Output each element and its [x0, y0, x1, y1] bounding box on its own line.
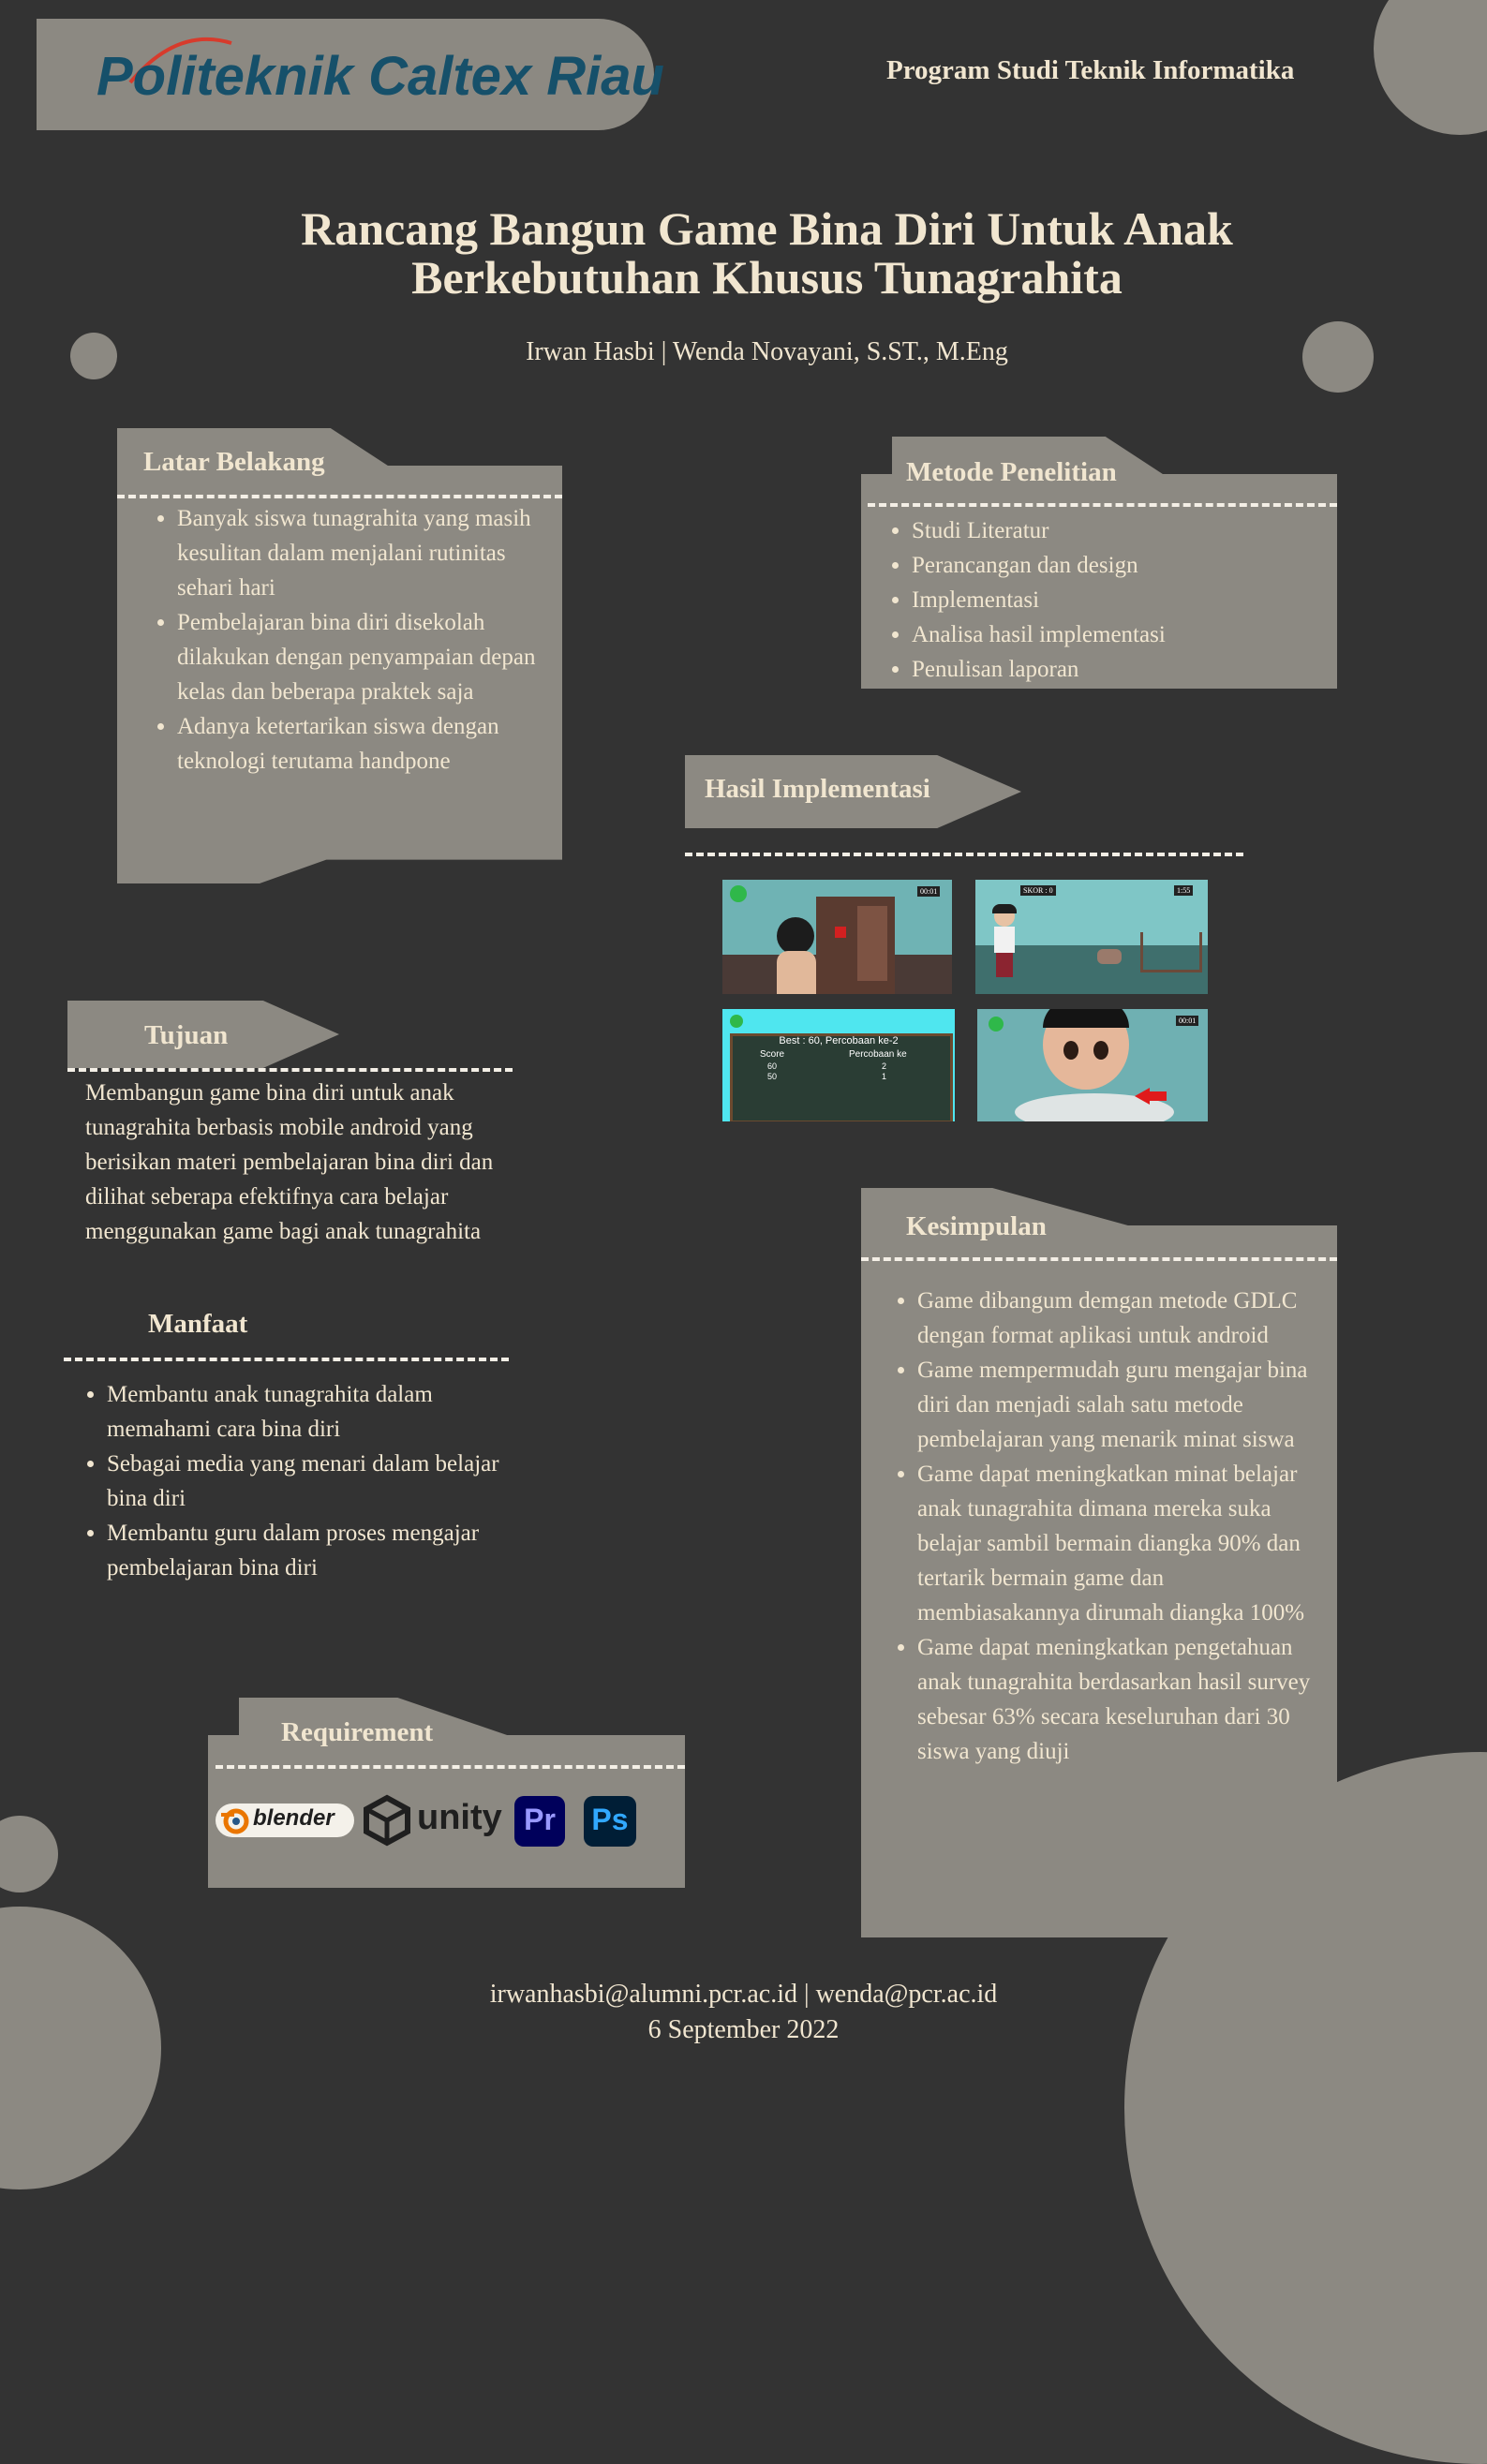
title-line-2: Berkebutuhan Khusus Tunagrahita	[411, 251, 1123, 304]
requirement-divider	[216, 1765, 685, 1769]
manfaat-divider	[64, 1358, 509, 1361]
list-item: • Banyak siswa tunagrahita yang masih kesulitan dalam menjalani rutinitas sehari hari	[177, 501, 552, 605]
list-item: • Sebagai media yang menari dalam belajar bina diri	[107, 1447, 510, 1516]
list-item: • Pembelajaran bina diri disekolah dilakukan dengan penyampaian depan kelas dan beberapa praktek saja	[177, 605, 552, 709]
tujuan-divider	[67, 1068, 513, 1072]
list-item: • Analisa hasil implementasi	[912, 617, 1343, 652]
list-item: • Membantu anak tunagrahita dalam memahami cara bina diri	[107, 1377, 510, 1447]
decor-circle-top-right	[1374, 0, 1487, 135]
list-item: • Game dapat meningkatkan minat belajar anak tunagrahita dimana mereka suka belajar sambil bermain diangka 90% dan tertarik bermain game dan membiasakannya dirumah diangka 100%	[917, 1457, 1325, 1630]
blender-logo: blender	[216, 1803, 354, 1837]
decor-circle-bottom-left-small	[0, 1816, 58, 1893]
logo-pill	[37, 19, 664, 130]
footer-emails: irwanhasbi@alumni.pcr.ac.id | wenda@pcr.ac.id	[489, 1980, 998, 2009]
tujuan-text: Membangun game bina diri untuk anak tunagrahita berbasis mobile android yang berisikan materi pembelajaran bina diri dan dilihat seberapa efektifnya cara belajar menggunakan game bagi anak tunagrahita	[85, 1080, 494, 1244]
latar-belakang-heading: Latar Belakang	[143, 447, 325, 477]
game-screenshot-scoreboard: Best : 60, Percobaan ke-2 Score Percobaan ke 60 2 50 1	[722, 1009, 955, 1121]
list-item: • Adanya ketertarikan siswa dengan teknologi terutama handpone	[177, 709, 552, 779]
list-item: • Game mempermudah guru mengajar bina diri dan menjadi salah satu metode pembelajaran yang menarik minat siswa	[917, 1353, 1325, 1457]
list-item: • Game dibangum demgan metode GDLC dengan format aplikasi untuk android	[917, 1284, 1325, 1353]
decor-circle-bottom-left-large	[0, 1907, 161, 2189]
blender-icon	[217, 1803, 253, 1837]
latar-belakang-list	[156, 501, 552, 779]
list-item: • Membantu guru dalam proses mengajar pembelajaran bina diri	[107, 1516, 510, 1585]
list-item: • Implementasi	[912, 583, 1343, 617]
game-screenshot-face: 00:01	[977, 1009, 1208, 1121]
kesimpulan-heading: Kesimpulan	[906, 1211, 1047, 1241]
tujuan-heading: Tujuan	[144, 1020, 229, 1050]
metode-list	[890, 513, 1343, 687]
metode-divider	[868, 503, 1337, 507]
metode-heading: Metode Penelitian	[906, 457, 1117, 487]
premiere-pro-icon: Pr	[514, 1796, 565, 1847]
manfaat-list	[85, 1377, 510, 1585]
list-item: • Perancangan dan design	[912, 548, 1343, 583]
requirement-heading: Requirement	[281, 1717, 434, 1747]
list-item: • Studi Literatur	[912, 513, 1343, 548]
unity-icon	[361, 1794, 413, 1847]
hasil-divider	[685, 853, 1243, 856]
kesimpulan-list	[896, 1284, 1325, 1769]
game-screenshot-wardrobe: 00:01	[722, 880, 952, 994]
poster-title	[0, 204, 1487, 302]
list-item: • Penulisan laporan	[912, 652, 1343, 687]
program-name: Program Studi Teknik Informatika	[886, 55, 1295, 85]
kesimpulan-divider	[861, 1257, 1337, 1261]
game-screenshot-room: SKOR : 0 1:55	[975, 880, 1208, 994]
title-line-1: Rancang Bangun Game Bina Diri Untuk Anak	[301, 202, 1233, 255]
manfaat-heading: Manfaat	[148, 1309, 248, 1339]
unity-logo: unity	[361, 1794, 501, 1847]
footer-date: 6 September 2022	[647, 2015, 840, 2044]
latar-belakang-divider	[117, 495, 562, 498]
list-item: • Game dapat meningkatkan pengetahuan anak tunagrahita berdasarkan hasil survey sebesar 63% secara keseluruhan dari 30 siswa yang diuji	[917, 1630, 1325, 1769]
photoshop-icon: Ps	[584, 1796, 636, 1847]
authors: Irwan Hasbi | Wenda Novayani, S.ST., M.Eng	[526, 337, 1008, 366]
logo-text: Politeknik Caltex Riau	[97, 46, 664, 107]
hasil-heading: Hasil Implementasi	[705, 774, 930, 804]
